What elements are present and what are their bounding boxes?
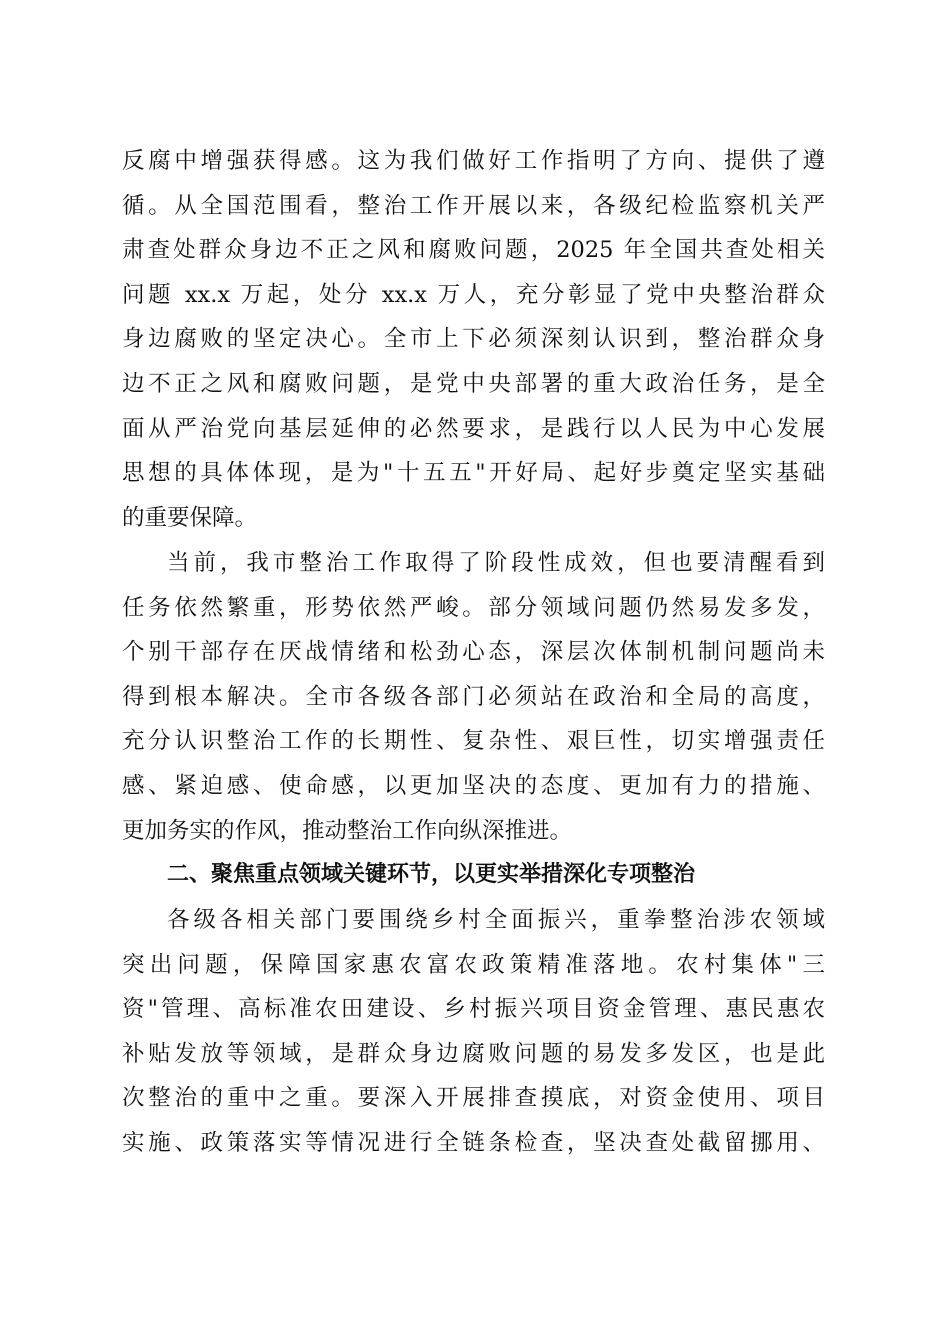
paragraph-1 bbox=[122, 139, 825, 540]
paragraph-line: 充分认识整治工作的长期性、复杂性、艰巨性，切实增强责任 bbox=[122, 728, 825, 755]
paragraph-line: 肃查处群众身边不正之风和腐败问题，2025 年全国共查处相关 bbox=[122, 237, 825, 264]
section-heading-block bbox=[122, 853, 825, 898]
paragraph-line: 个别干部存在厌战情绪和松劲心态，深层次体制机制问题尚未 bbox=[122, 639, 825, 666]
section-heading: 二、聚焦重点领域关键环节，以更实举措深化专项整治 bbox=[167, 862, 696, 887]
paragraph-line: 突出问题，保障国家惠农富农政策精准落地。农村集体"三 bbox=[122, 951, 825, 978]
paragraph-line: 实施、政策落实等情况进行全链条检查，坚决查处截留挪用、 bbox=[122, 1129, 825, 1156]
paragraph-line: 循。从全国范围看，整治工作开展以来，各级纪检监察机关严 bbox=[122, 192, 825, 219]
paragraph-line: 更加务实的作风，推动整治工作向纵深推进。 bbox=[122, 817, 573, 844]
paragraph-line: 问题 xx.x 万起，处分 xx.x 万人，充分彰显了党中央整治群众 bbox=[122, 281, 825, 308]
paragraph-line: 思想的具体体现，是为"十五五"开好局、起好步奠定坚实基础 bbox=[122, 460, 825, 487]
paragraph-line: 次整治的重中之重。要深入开展排查摸底，对资金使用、项目 bbox=[122, 1085, 825, 1112]
paragraph-line: 各级各相关部门要围绕乡村全面振兴，重拳整治涉农领域 bbox=[167, 907, 825, 933]
paragraph-line: 补贴发放等领域，是群众身边腐败问题的易发多发区，也是此 bbox=[122, 1040, 825, 1067]
paragraph-2 bbox=[122, 541, 825, 853]
paragraph-line: 任务依然繁重，形势依然严峻。部分领域问题仍然易发多发， bbox=[122, 594, 825, 621]
paragraph-line: 感、紧迫感、使命感，以更加坚决的态度、更加有力的措施、 bbox=[122, 772, 825, 799]
paragraph-line: 得到根本解决。全市各级各部门必须站在政治和全局的高度， bbox=[122, 683, 825, 710]
paragraph-3 bbox=[122, 898, 825, 1166]
paragraph-line: 的重要保障。 bbox=[122, 504, 258, 531]
paragraph-line: 面从严治党向基层延伸的必然要求，是践行以人民为中心发展 bbox=[122, 415, 825, 442]
paragraph-line: 反腐中增强获得感。这为我们做好工作指明了方向、提供了遵 bbox=[122, 148, 825, 174]
paragraph-line: 资"管理、高标准农田建设、乡村振兴项目资金管理、惠民惠农 bbox=[122, 996, 825, 1023]
paragraph-line: 边不正之风和腐败问题，是党中央部署的重大政治任务，是全 bbox=[122, 370, 825, 397]
paragraph-line: 身边腐败的坚定决心。全市上下必须深刻认识到，整治群众身 bbox=[122, 326, 825, 353]
paragraph-line: 当前，我市整治工作取得了阶段性成效，但也要清醒看到 bbox=[167, 550, 825, 576]
